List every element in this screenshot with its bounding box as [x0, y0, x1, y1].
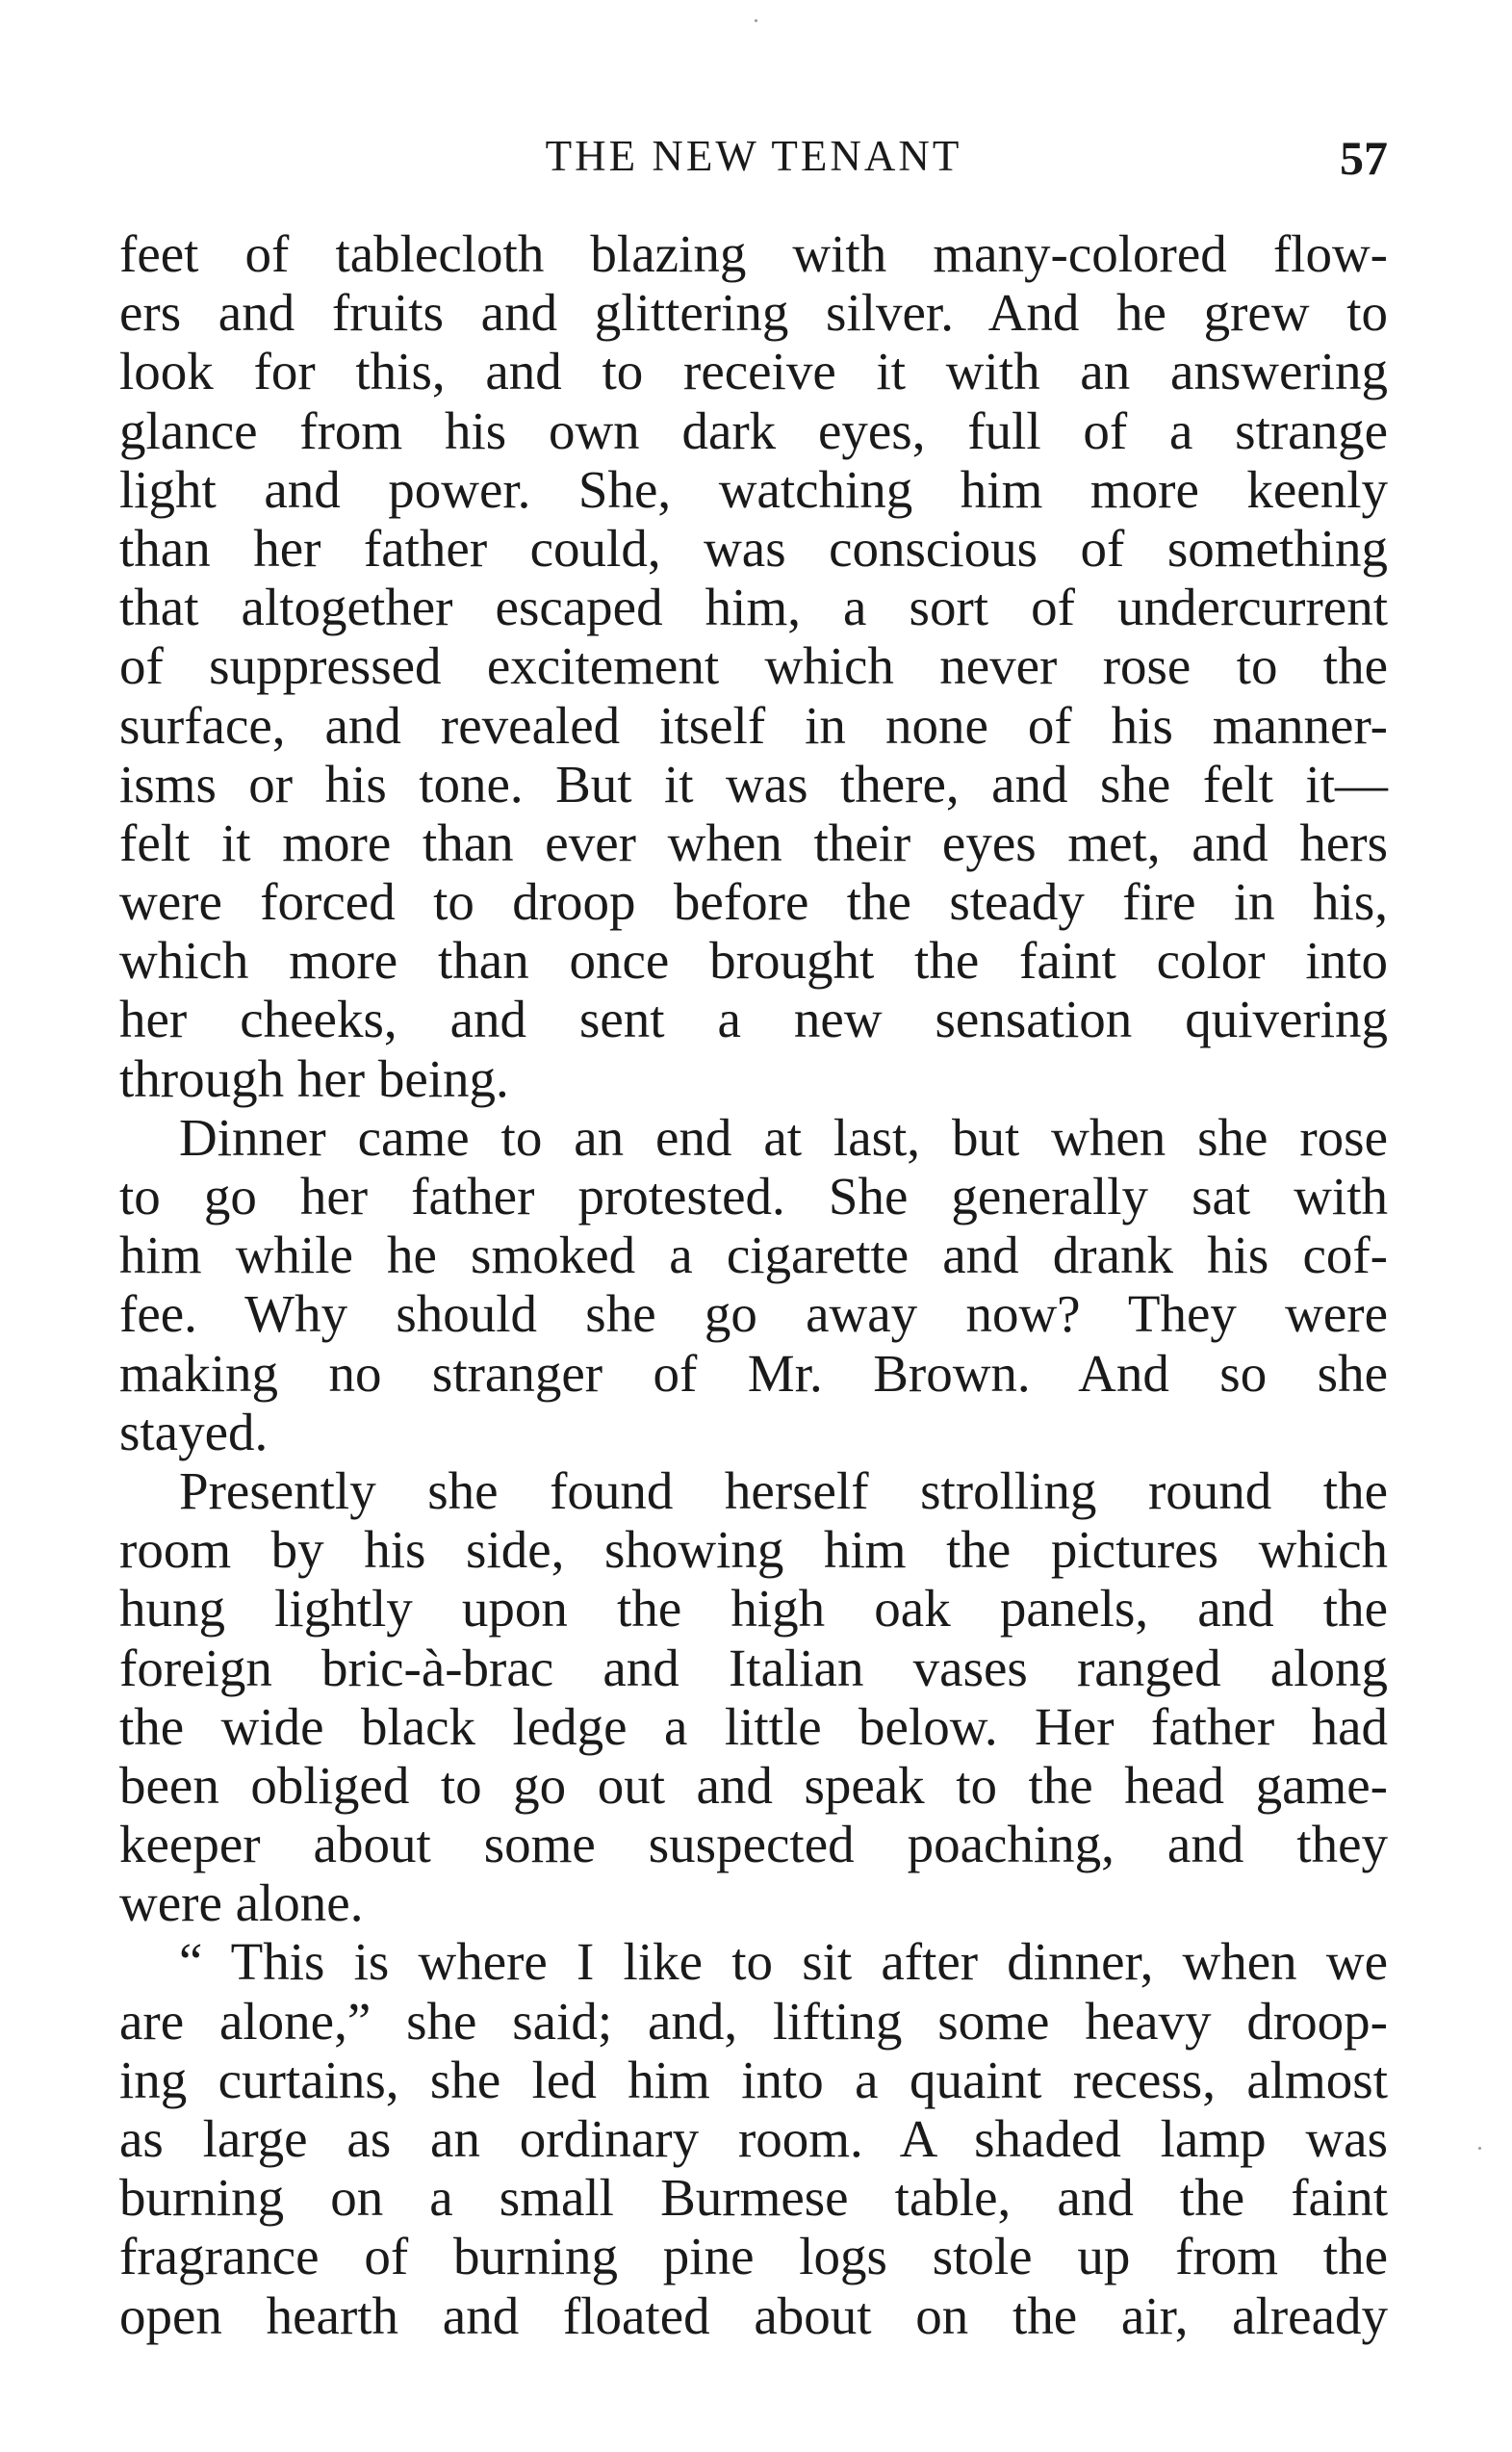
text-line: open hearth and floated about on the air, already	[119, 2285, 1388, 2345]
running-title: THE NEW TENANT	[545, 132, 962, 180]
text-line: ing curtains, she led him into a quaint recess, almost	[119, 2050, 1388, 2109]
text-line: room by his side, showing him the pictures which	[119, 1520, 1388, 1580]
text-line: that altogether escaped him, a sort of undercurrent	[119, 578, 1388, 637]
text-line: than her father could, was conscious of something	[119, 518, 1388, 578]
text-line: felt it more than ever when their eyes met, and hers	[119, 813, 1388, 872]
text-line: hung lightly upon the high oak panels, and the	[119, 1579, 1388, 1639]
text-line: through her being.	[119, 1048, 509, 1108]
body-text	[119, 224, 1388, 2345]
running-head	[119, 127, 1388, 185]
text-line: her cheeks, and sent a new sensation quivering	[119, 990, 1388, 1049]
text-line: were alone.	[119, 1873, 364, 1933]
text-line: the wide black ledge a little below. Her father had	[119, 1696, 1388, 1756]
text-line: to go her father protested. She generally sat with	[119, 1167, 1388, 1226]
text-line: feet of tablecloth blazing with many-colored flow-	[119, 224, 1388, 283]
text-line: ers and fruits and glittering silver. And he grew to	[119, 283, 1388, 343]
text-line: of suppressed excitement which never rose to the	[119, 636, 1388, 696]
text-line: which more than once brought the faint color into	[119, 931, 1388, 991]
margin-speck	[755, 19, 757, 22]
text-line: him while he smoked a cigarette and drank his cof-	[119, 1226, 1388, 1285]
text-line: burning on a small Burmese table, and the faint	[119, 2168, 1388, 2228]
text-line: glance from his own dark eyes, full of a strange	[119, 400, 1388, 460]
text-line: “ This is where I like to sit after dinner, when we	[179, 1932, 1388, 1992]
text-line: are alone,” she said; and, lifting some heavy droop-	[119, 1991, 1388, 2051]
text-line: isms or his tone. But it was there, and she felt it—	[119, 754, 1388, 813]
text-line: as large as an ordinary room. A shaded lamp was	[119, 2109, 1388, 2168]
text-line: were forced to droop before the steady fire in his,	[119, 872, 1388, 932]
text-line: been obliged to go out and speak to the head game-	[119, 1755, 1388, 1815]
text-line: light and power. She, watching him more keenly	[119, 459, 1388, 519]
text-line: Dinner came to an end at last, but when she rose	[179, 1107, 1388, 1167]
text-line: surface, and revealed itself in none of his manner-	[119, 695, 1388, 755]
text-line: fragrance of burning pine logs stole up from the	[119, 2227, 1388, 2286]
text-line: foreign bric-à-brac and Italian vases ranged along	[119, 1638, 1388, 1697]
page-number: 57	[1340, 131, 1388, 185]
margin-speck	[1478, 2147, 1481, 2150]
text-line: stayed.	[119, 1402, 269, 1461]
text-line: Presently she found herself strolling round the	[179, 1460, 1388, 1520]
text-line: making no stranger of Mr. Brown. And so she	[119, 1343, 1388, 1403]
text-line: look for this, and to receive it with an answering	[119, 342, 1388, 401]
text-line: fee. Why should she go away now? They were	[119, 1284, 1388, 1344]
text-line: keeper about some suspected poaching, and they	[119, 1815, 1388, 1874]
